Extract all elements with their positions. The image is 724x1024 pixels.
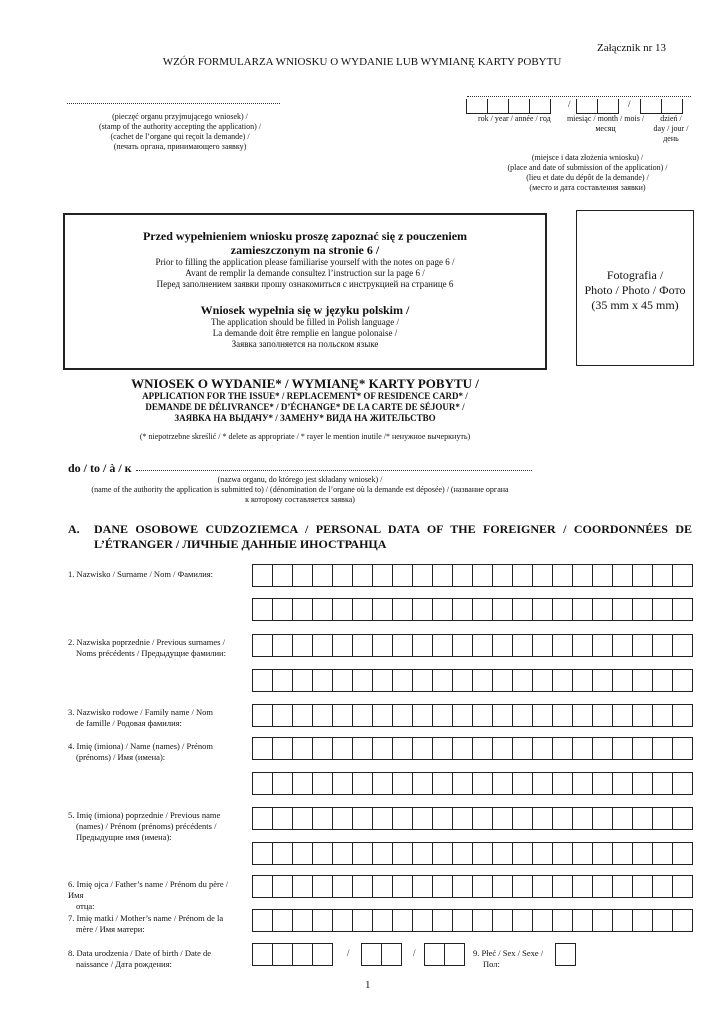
- day-caption: dzień / day / jour / день: [653, 114, 689, 143]
- date-slash: /: [628, 99, 631, 109]
- authority-name-input[interactable]: [136, 470, 532, 471]
- stamp-line: [67, 103, 280, 104]
- section-a-letter: A.: [68, 522, 80, 536]
- surname-label: 1. Nazwisko / Surname / Nom / Фамилия:: [68, 569, 214, 579]
- application-title: WNIOSEK O WYDANIE* / WYMIANĘ* KARTY POBYTU / APPLICATION FOR THE ISSUE* / REPLACEMENT* OF RESIDENCE CARD* / DEMANDE DE DÉLIVRANCE* / D’ÉCHANGE* DE LA CARTE DE SÉJOUR* / ЗАЯВКА НА ВЫДАЧУ* / ЗАМЕНУ* ВИДА НА ЖИТЕЛЬСТВО: [131, 376, 479, 423]
- authority-name-caption: (nazwa organu, do którego jest składany wniosek) / (name of the authority the application is submitted to) / (dénomination de l’organe où la demande est déposée) / (название органа к которому составляется заявка): [91, 475, 509, 504]
- to-label: do / to / à / к: [68, 461, 132, 475]
- attachment-number: Załącznik nr 13: [597, 42, 667, 54]
- strike-note: (* niepotrzebne skreślić / * delete as appropriate / * rayer le mention inutile /* ненужное вычеркнуть): [139, 432, 471, 441]
- previous-names-cells-row1[interactable]: [252, 807, 693, 830]
- names-cells-row2[interactable]: [252, 772, 693, 795]
- mother-name-label: 7. Imię matki / Mother’s name / Prénom de la mère / Имя матери:: [68, 913, 224, 934]
- date-slash: /: [347, 948, 350, 958]
- authority-stamp-caption: (pieczęć organu przyjmującego wniosek) / (stamp of the authority accepting the application) / (cachet de l’organe qui reçoit la demande) / (печать органа, принимающего заявку): [99, 112, 261, 151]
- sex-cell[interactable]: [555, 943, 576, 966]
- mother-name-cells[interactable]: [252, 909, 693, 932]
- month-caption: miesiąc / month / mois / месяц: [566, 114, 645, 133]
- birth-month-cells[interactable]: [361, 943, 402, 966]
- birth-year-cells[interactable]: [252, 943, 333, 966]
- birth-date-label: 8. Data urodzenia / Date of birth / Date de naissance / Дата рождения:: [68, 948, 212, 969]
- section-a-title-line2: L’ÉTRANGER / ЛИЧНЫЕ ДАННЫЕ ИНОСТРАНЦА: [94, 537, 387, 551]
- place-date-caption: (miejsce i data złożenia wniosku) / (place and date of submission of the application) / (lieu et date du dépôt de la demande) / (место и дата составления заявки): [507, 153, 668, 192]
- date-year-cells[interactable]: [466, 99, 551, 114]
- surname-cells-row2[interactable]: [252, 598, 693, 621]
- previous-surnames-cells-row2[interactable]: [252, 669, 693, 692]
- previous-names-cells-row2[interactable]: [252, 842, 693, 865]
- year-caption: rok / year / année / год: [478, 114, 551, 123]
- previous-surnames-cells-row1[interactable]: [252, 634, 693, 657]
- father-name-cells[interactable]: [252, 875, 693, 898]
- previous-surnames-label: 2. Nazwiska poprzednie / Previous surnames / Noms précédents / Предыдущие фамилии:: [68, 637, 226, 658]
- birth-day-cells[interactable]: [424, 943, 465, 966]
- names-label: 4. Imię (imiona) / Name (names) / Prénom (prénoms) / Имя (имена):: [68, 741, 213, 762]
- form-title: WZÓR FORMULARZA WNIOSKU O WYDANIE LUB WYMIANĘ KARTY POBYTU: [162, 56, 562, 68]
- date-day-cells[interactable]: [640, 99, 683, 114]
- section-a-title-line1: DANE OSOBOWE CUDZOZIEMCA / PERSONAL DATA OF THE FOREIGNER / COORDONNÉES DE: [94, 522, 692, 536]
- notice-content: Przed wypełnieniem wniosku proszę zapoznać się z pouczeniem zamieszczonym na stronie 6 / Prior to filling the application please familiarise yourself with the notes on page 6 / Avant de remplir la demande consultez l’instruction sur la page 6 / Перед заполнением заявки прошу ознакомиться с инструкцией на странице 6 Wniosek wypełnia się w języku polskim / The application should be filled in Polish language / La demande doit être remplie en langue polonaise / Заявка заполняется на польском языке: [142, 229, 468, 349]
- previous-names-label: 5. Imię (imiona) poprzednie / Previous name (names) / Prénom (prénoms) précédents / Предыдущие имя (имена):: [68, 810, 221, 842]
- family-name-cells[interactable]: [252, 704, 693, 727]
- photo-caption: Fotografia / Photo / Photo / Фото (35 mm x 45 mm): [584, 268, 686, 312]
- names-cells-row1[interactable]: [252, 737, 693, 760]
- date-month-cells[interactable]: [576, 99, 619, 114]
- date-slash: /: [568, 99, 571, 109]
- page-number: 1: [365, 979, 371, 991]
- family-name-label: 3. Nazwisko rodowe / Family name / Nom de famille / Родовая фамилия:: [68, 707, 213, 728]
- date-slash: /: [413, 948, 416, 958]
- surname-cells-row1[interactable]: [252, 564, 693, 587]
- father-name-label: 6. Imię ojca / Father’s name / Prénom du père / Имя отца:: [68, 879, 229, 911]
- sex-label: 9. Płeć / Sex / Sexe / Пол:: [473, 948, 544, 969]
- place-date-line: [467, 96, 691, 97]
